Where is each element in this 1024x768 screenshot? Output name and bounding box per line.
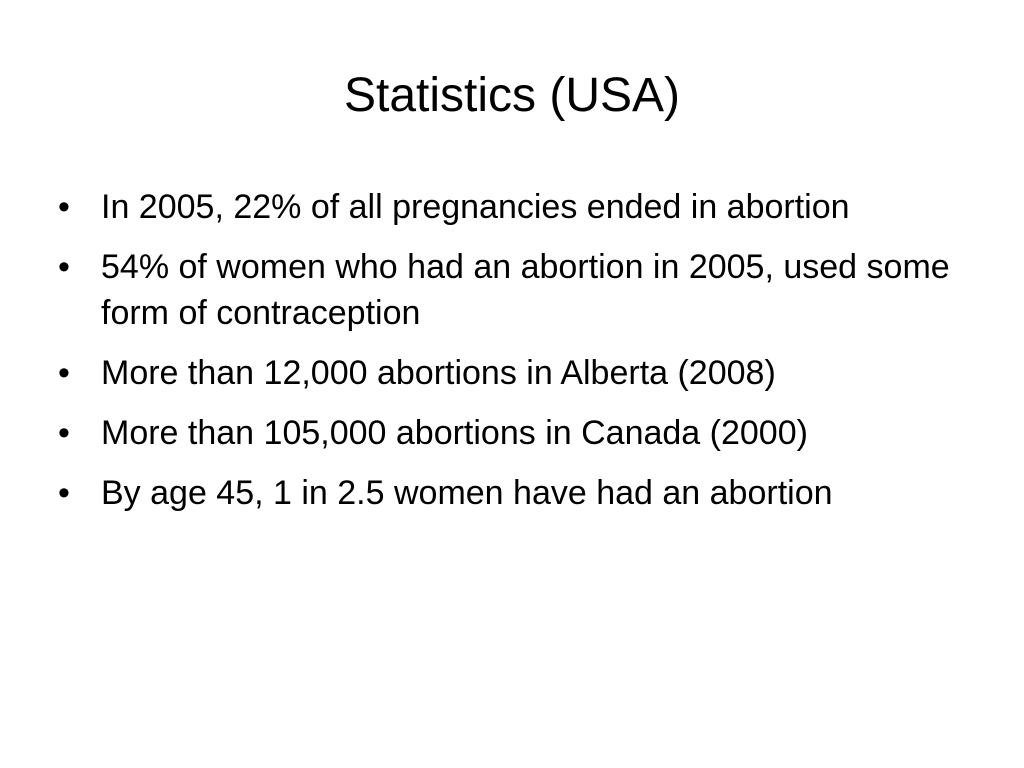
bullet-list (58, 184, 958, 530)
bullet-icon: • (58, 354, 70, 392)
bullet-item (58, 470, 958, 516)
slide-title: Statistics (USA) (343, 69, 681, 122)
bullet-icon: • (58, 414, 70, 452)
bullet-text: 54% of women who had an abortion in 2005, used some form of contraception (101, 248, 950, 332)
bullet-text: In 2005, 22% of all pregnancies ended in abortion (101, 188, 850, 226)
bullet-icon: • (58, 188, 70, 226)
bullet-icon: • (58, 248, 70, 286)
bullet-icon: • (58, 474, 70, 512)
bullet-text: More than 105,000 abortions in Canada (2000) (101, 414, 808, 452)
bullet-item (58, 350, 958, 396)
bullet-item (58, 184, 958, 230)
bullet-item (58, 244, 958, 336)
bullet-item (58, 410, 958, 456)
bullet-text: More than 12,000 abortions in Alberta (2008) (101, 354, 776, 392)
bullet-text: By age 45, 1 in 2.5 women have had an abortion (101, 474, 833, 512)
